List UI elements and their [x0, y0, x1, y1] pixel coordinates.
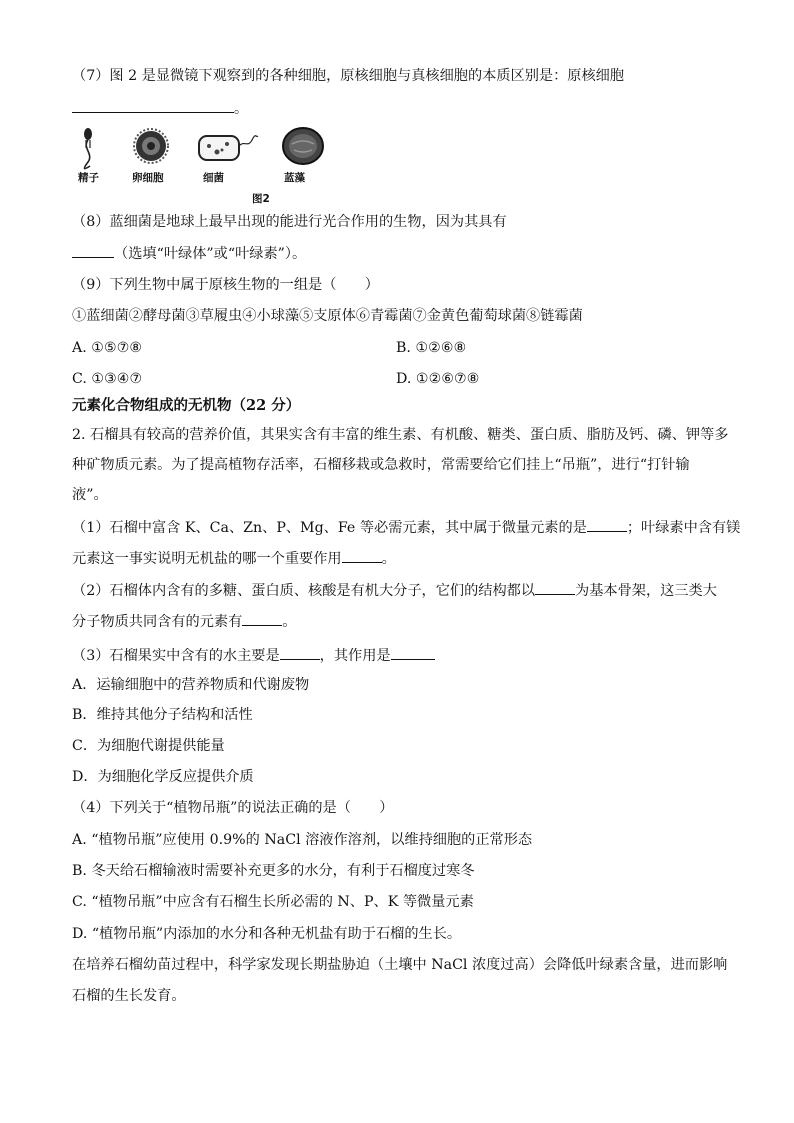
q8-answer-blank[interactable]: [72, 243, 114, 258]
s1-line2-text-a: 元素这一事实说明无机盐的哪一个重要作用: [72, 551, 342, 567]
figure-caption: 图2: [252, 193, 270, 205]
cyanobacteria-icon: [283, 128, 323, 164]
sperm-cell-icon: [84, 128, 92, 169]
s2-blank-elements[interactable]: [242, 611, 282, 626]
egg-cell-icon: [134, 129, 168, 163]
figure-label-egg: 卵细胞: [132, 172, 164, 184]
s3-option-d[interactable]: D．为细胞化学反应提供介质: [72, 769, 254, 785]
q7-answer-blank[interactable]: [72, 98, 234, 113]
q9-option-c[interactable]: C. ①③④⑦: [72, 371, 143, 387]
q9-option-d[interactable]: D. ①②⑥⑦⑧: [396, 371, 480, 387]
figure-label-sperm: 精子: [78, 172, 99, 184]
s1-blank-micro-elements[interactable]: [587, 517, 627, 532]
passage-line2: 种矿物质元素。为了提高植物存活率，石榴移栽或急救时，常需要给它们挂上“吊瓶”，进行“打针输: [72, 457, 690, 473]
s2-line1-text-b: 为基本骨架，这三类大: [575, 583, 717, 599]
s1-line1: [72, 517, 740, 538]
s3-option-c[interactable]: C．为细胞代谢提供能量: [72, 738, 225, 754]
figure-2: [72, 124, 372, 208]
section-heading: 元素化合物组成的无机物（22 分）: [72, 397, 301, 414]
q7-text-line1: （7）图 2 是显微镜下观察到的各种细胞，原核细胞与真核细胞的本质区别是：原核细胞: [72, 68, 625, 84]
q8-text-line1: （8）蓝细菌是地球上最早出现的能进行光合作用的生物，因为其具有: [72, 214, 507, 230]
q9-stem: （9）下列生物中属于原核生物的一组是（ ）: [72, 277, 379, 293]
s1-line1-text-b: ；叶绿素中含有镁: [626, 520, 741, 536]
s4-option-b[interactable]: B. 冬天给石榴输液时需要补充更多的水分，有利于石榴度过寒冬: [72, 863, 475, 879]
figure-label-bacterium: 细菌: [203, 172, 224, 184]
s4-option-a[interactable]: A. “植物吊瓶”应使用 0.9%的 NaCl 溶液作溶剂，以维持细胞的正常形态: [72, 832, 533, 848]
tail-line2: 石榴的生长发育。: [72, 988, 186, 1004]
q7-line2-end: 。: [234, 101, 249, 117]
s2-line1-text-a: （2）石榴体内含有的多糖、蛋白质、核酸是有机大分子，它们的结构都以: [72, 583, 536, 599]
s3-line: [72, 645, 435, 666]
s2-line2-text-b: 。: [282, 614, 297, 630]
s4-option-d[interactable]: D. “植物吊瓶”内添加的水分和各种无机盐有助于石榴的生长。: [72, 926, 462, 942]
passage-line1: 2. 石榴具有较高的营养价值，其果实含有丰富的维生素、有机酸、糖类、蛋白质、脂肪及钙、磷、钾等多: [72, 427, 729, 443]
s1-line2-text-b: 。: [381, 551, 396, 567]
s3-blank-function[interactable]: [391, 645, 435, 660]
s3-option-a[interactable]: A．运输细胞中的营养物质和代谢废物: [72, 677, 310, 693]
s3-text-b: ，其作用是: [319, 648, 391, 664]
s2-line1: [72, 580, 717, 601]
q9-option-b[interactable]: B. ①②⑥⑧: [396, 340, 467, 356]
s2-line2: [72, 611, 296, 632]
q9-option-a[interactable]: A. ①⑤⑦⑧: [72, 340, 143, 356]
bacterium-icon: [199, 136, 258, 160]
figure-label-cyanobacteria: 蓝藻: [284, 172, 305, 184]
s3-option-b[interactable]: B．维持其他分子结构和活性: [72, 707, 253, 723]
tail-line1: 在培养石榴幼苗过程中，科学家发现长期盐胁迫（土壤中 NaCl 浓度过高）会降低叶绿素含量，进而影响: [72, 957, 728, 973]
q7-text-line2: [72, 98, 248, 119]
s2-line2-text-a: 分子物质共同含有的元素有: [72, 614, 243, 630]
s4-option-c[interactable]: C. “植物吊瓶”中应含有石榴生长所必需的 N、P、K 等微量元素: [72, 894, 474, 910]
s2-blank-skeleton[interactable]: [535, 580, 575, 595]
s4-stem: （4）下列关于“植物吊瓶”的说法正确的是（ ）: [72, 800, 394, 816]
passage-line3: 液”。: [72, 487, 108, 503]
q9-organism-list: ①蓝细菌②酵母菌③草履虫④小球藻⑤支原体⑥青霉菌⑦金黄色葡萄球菌⑧链霉菌: [72, 308, 583, 324]
s3-text-a: （3）石榴果实中含有的水主要是: [72, 648, 280, 664]
q8-text-line2: [72, 243, 306, 264]
q8-line2-text: （选填“叶绿体”或“叶绿素”）。: [114, 246, 307, 262]
s1-line2: [72, 548, 396, 569]
s3-blank-water-type[interactable]: [280, 645, 320, 660]
s1-line1-text-a: （1）石榴中富含 K、Ca、Zn、P、Mg、Fe 等必需元素，其中属于微量元素的是: [72, 520, 587, 536]
s1-blank-salt-role[interactable]: [342, 548, 382, 563]
